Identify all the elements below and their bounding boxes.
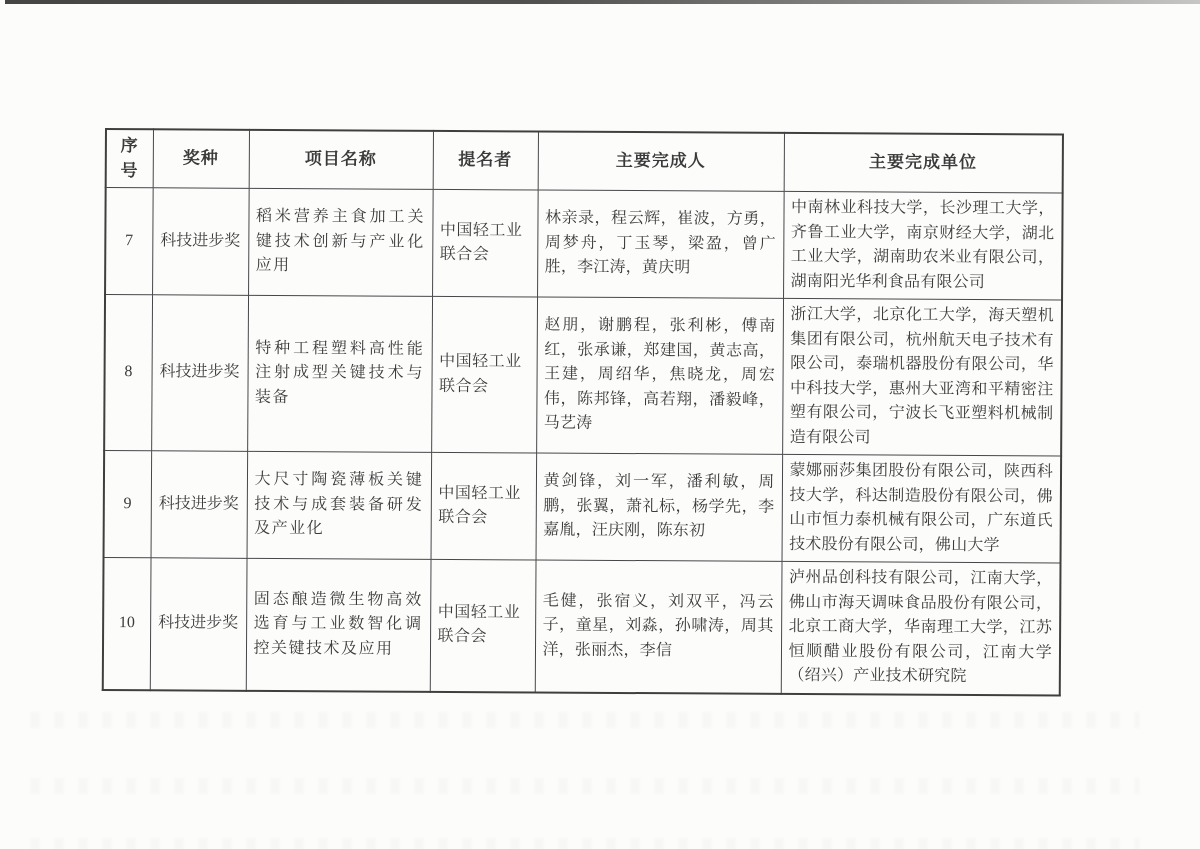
table-header — [106, 129, 1063, 193]
cell-seq: 9 — [104, 451, 152, 558]
col-header-completers: 主要完成人 — [538, 131, 784, 191]
cell-award-type: 科技进步奖 — [152, 188, 249, 296]
awards-table — [102, 128, 1064, 696]
cell-seq: 10 — [103, 557, 151, 689]
table-row — [103, 557, 1061, 695]
cell-award-type: 科技进步奖 — [151, 295, 248, 452]
scanner-edge-artifact — [5, 0, 1200, 4]
bleed-through-artifact — [30, 712, 1140, 728]
cell-units: 浙江大学，北京化工大学，海天塑机集团有限公司，杭州航天电子技术有限公司，泰瑞机器股份有限公司，华中科技大学，惠州大亚湾和平精密注塑有限公司，宁波长飞亚塑料机械制造有限公司 — [782, 298, 1062, 456]
table-row — [105, 188, 1063, 301]
cell-completers: 毛健，张宿义，刘双平，冯云子，童星，刘淼，孙啸涛，周其洋，张丽杰，李信 — [535, 560, 782, 693]
col-header-nominator: 提名者 — [433, 131, 538, 190]
cell-completers: 黄剑锋，刘一军，潘利敏，周鹏，张翼，萧礼标，杨学先，李嘉胤，汪庆刚，陈东初 — [536, 453, 783, 561]
cell-completers: 赵朋，谢鹏程，张利彬，傅南红，张承谦，郑建国，黄志高，王建，周绍华，焦晓龙，周宏伟，陈邦锋，高若翔，潘毅峰，马艺涛 — [536, 297, 783, 454]
cell-project-name: 固态酿造微生物高效选育与工业数智化调控关键技术及应用 — [246, 558, 431, 691]
cell-seq: 7 — [105, 188, 153, 295]
cell-project-name: 稻米营养主食加工关键技术创新与产业化应用 — [248, 188, 433, 296]
col-header-seq: 序号 — [106, 129, 153, 188]
bleed-through-artifact — [30, 778, 1140, 794]
col-header-project-name: 项目名称 — [249, 130, 433, 190]
cell-completers: 林亲录，程云辉，崔波，方勇，周梦舟，丁玉琴，梁盈，曾广胜，李江涛，黄庆明 — [537, 190, 784, 298]
header-row — [106, 129, 1063, 193]
table-body — [103, 188, 1063, 696]
cell-award-type: 科技进步奖 — [151, 451, 248, 559]
table-row — [104, 295, 1062, 457]
cell-nominator: 中国轻工业联合会 — [431, 296, 537, 453]
cell-nominator: 中国轻工业联合会 — [430, 559, 536, 692]
cell-units: 中南林业科技大学，长沙理工大学，齐鲁工业大学，南京财经大学，湖北工业大学，湖南助农米业有限公司，湖南阳光华利食品有限公司 — [783, 191, 1063, 300]
cell-award-type: 科技进步奖 — [150, 558, 247, 691]
awards-table-wrapper — [102, 128, 1064, 696]
col-header-award-type: 奖种 — [153, 129, 249, 188]
cell-units: 泸州品创科技有限公司，江南大学，佛山市海天调味食品股份有限公司，北京工商大学，华南理工大学，江苏恒顺醋业股份有限公司，江南大学（绍兴）产业技术研究院 — [781, 561, 1061, 695]
cell-project-name: 特种工程塑料高性能注射成型关键技术与装备 — [247, 295, 432, 452]
col-header-units: 主要完成单位 — [784, 133, 1063, 193]
cell-project-name: 大尺寸陶瓷薄板关键技术与成套装备研发及产业化 — [247, 451, 432, 559]
cell-seq: 8 — [104, 295, 152, 451]
cell-units: 蒙娜丽莎集团股份有限公司，陕西科技大学，科达制造股份有限公司，佛山市恒力泰机械有限公司，广东道氏技术股份有限公司，佛山大学 — [782, 454, 1062, 563]
bleed-through-artifact — [30, 838, 1140, 849]
table-row — [104, 451, 1062, 564]
cell-nominator: 中国轻工业联合会 — [431, 452, 537, 560]
cell-nominator: 中国轻工业联合会 — [432, 189, 538, 297]
